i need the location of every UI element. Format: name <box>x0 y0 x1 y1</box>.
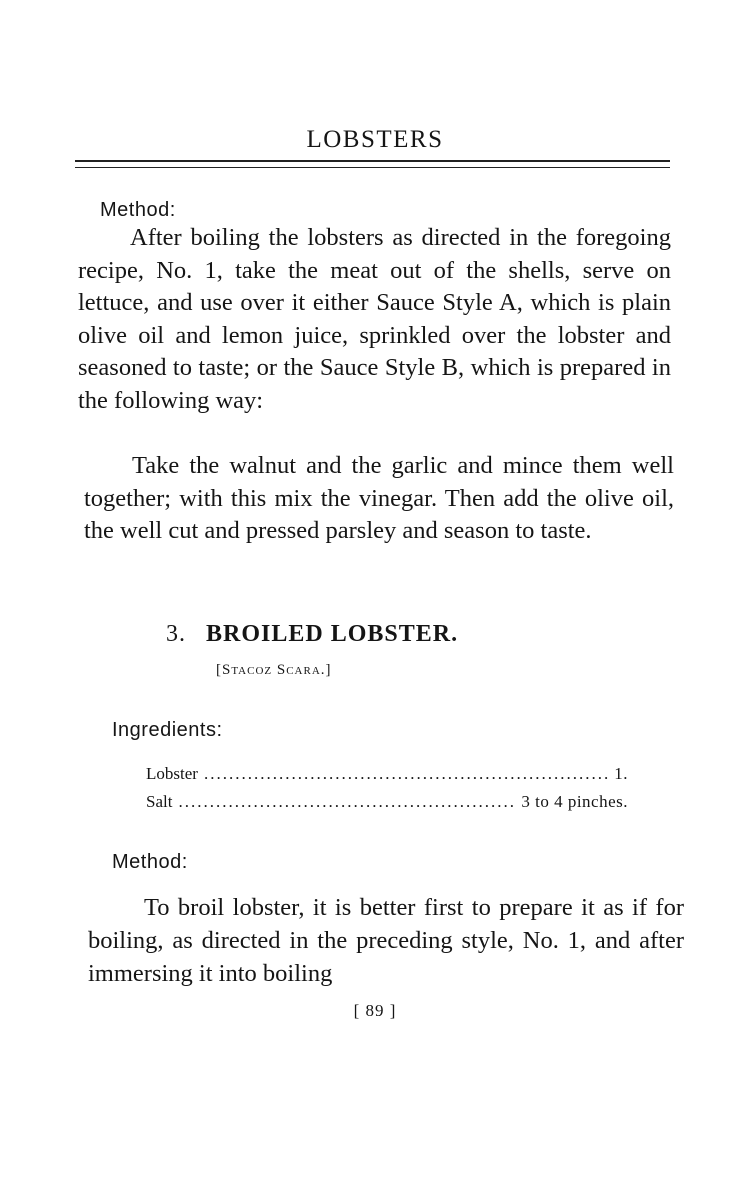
recipe-subtitle: [Stacoz Scara.] <box>216 662 332 678</box>
ingredient-quantity: 1. <box>614 764 628 783</box>
recipe-number: 3. <box>166 621 186 647</box>
running-header: LOBSTERS <box>306 126 444 153</box>
method-label: Method: <box>112 851 188 873</box>
sauce-paragraph: Take the walnut and the garlic and mince them well together; with this mix the vinegar. Then add the olive oil, the well cut and pressed parsley and season to taste. <box>84 452 674 544</box>
recipe-heading <box>166 621 458 648</box>
ingredient-quantity: 3 to 4 pinches. <box>521 792 628 811</box>
ingredient-name: Salt <box>146 792 173 811</box>
header-rule-bottom <box>75 167 670 168</box>
header-rule-top <box>75 160 670 162</box>
ingredient-row <box>146 764 628 784</box>
method-paragraph: To broil lobster, it is better first to prepare it as if for boiling, as directed in the preceding style, No. 1, and after immersing it into boiling <box>88 894 684 987</box>
method-paragraph: After boiling the lobsters as directed in the foregoing recipe, No. 1, take the meat out of the shells, serve on lettuce, and use over it either Sauce Style A, which is plain olive oil and lemon juice, sprinkled over the lobster and seasoned to taste; or the Sauce Style B, which is prepared in the following way: <box>78 224 671 414</box>
ingredient-row <box>146 792 628 812</box>
ingredients-label: Ingredients: <box>112 719 223 741</box>
recipe-title: BROILED LOBSTER. <box>206 621 459 647</box>
method-label: Method: <box>100 199 176 221</box>
dot-leader <box>178 792 515 812</box>
page-number: [ 89 ] <box>353 1001 397 1020</box>
ingredient-name: Lobster <box>146 764 198 783</box>
dot-leader <box>204 764 608 784</box>
